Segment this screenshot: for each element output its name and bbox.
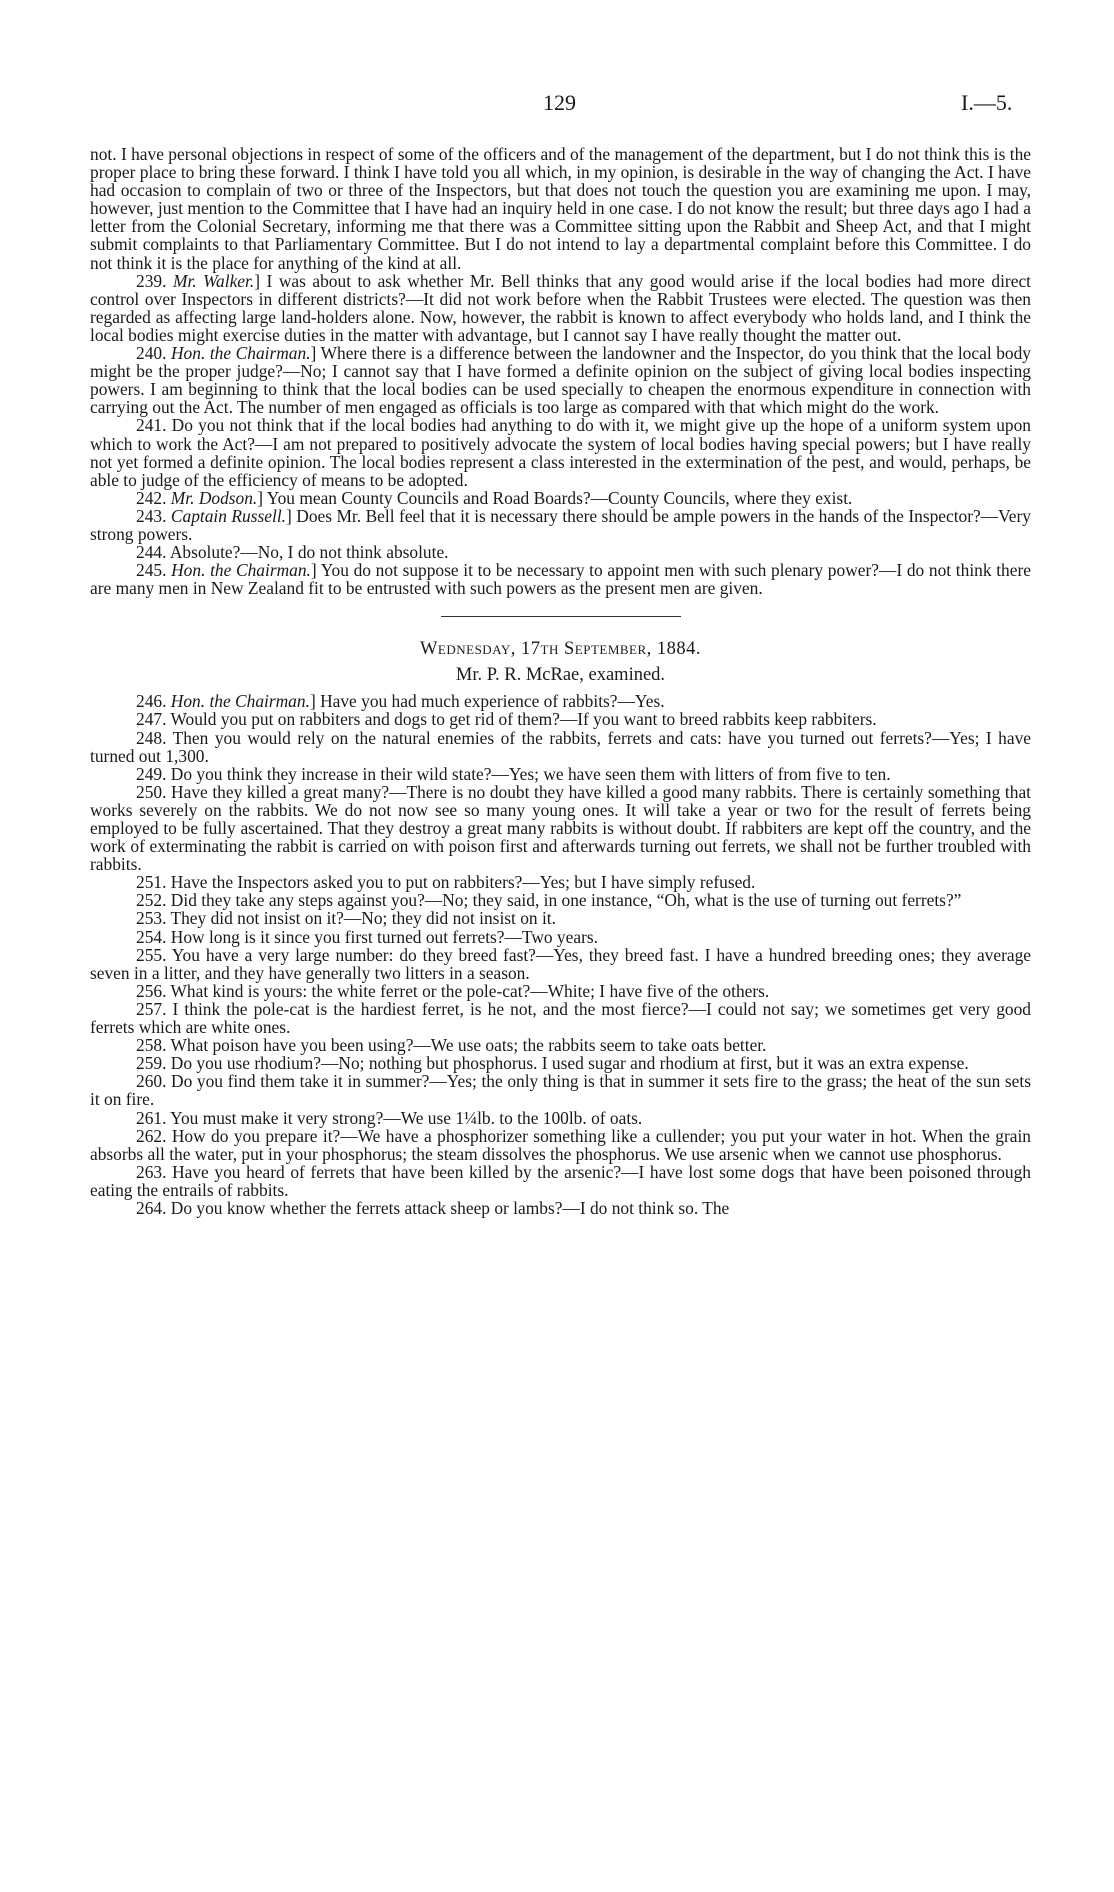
question-text: Where there is a difference between the landowner and the Inspector, do you think that the local body might be the proper judge?—No; I cannot say that I have formed a definite opinion on the subject of giving local bodies inspecting powers. I am beginning to think that the local bodies can be used specially to cheapen the enormous expenditure in connection with carrying out the Act. The number of men engaged as officials is too large as compared with that which might do the work. (90, 343, 1031, 418)
continuation-paragraph: not. I have personal objections in respect of some of the officers and of the management of the department, but I do not think this is the proper place to bring these forward. I think I have told you all which, in my opinion, is desirable in the way of changing the Act. I have had occasion to complain of two or three of the Inspectors, but that does not touch the question you are examining me upon. I may, however, just mention to the Committee that I have had an inquiry held in one case. I do not know the result; but three days ago I had a letter from the Colonial Secretary, informing me that there was a Committee sitting upon the Rabbit and Sheep Act, and that I might submit complaints to that Parliamentary Committee. But I do not intend to lay a departmental complaint before this Committee. I do not think it is the place for anything of the kind at all. (90, 144, 1031, 273)
question-paragraph (90, 873, 1031, 891)
question-text: Do you find them take it in summer?—Yes; the only thing is that in summer it sets fire to the grass; the heat of the sun sets it on fire. (90, 1071, 1031, 1110)
question-number: 257. (136, 998, 167, 1019)
question-paragraph: 242. Mr. Dodson.] You mean County Councils and Road Boards?—County Councils, where they exist. (136, 487, 853, 508)
question-number: 263. (136, 1161, 167, 1182)
question-text: Does Mr. Bell feel that it is necessary there should be ample powers in the hands of the Inspector?—Very strong powers. (90, 505, 1031, 544)
question-text: You do not suppose it to be necessary to appoint men with such plenary power?—I do not think there are many men in New Zealand fit to be entrusted with such powers as the present men are given. (90, 560, 1031, 599)
question-paragraph (90, 1036, 1031, 1054)
page-body (90, 145, 1031, 1217)
question-number: 248. (136, 727, 167, 748)
question-number: 240. (136, 343, 167, 364)
question-paragraph (90, 783, 1031, 873)
question-text: How do you prepare it?—We have a phosphorizer something like a cullender; you put your water in hot. When the grain absorbs all the water, put in your phosphorus; the steam dissolves the phosphorus. We use arsenic when we cannot use phosphorus. (90, 1125, 1031, 1164)
question-paragraph (90, 416, 1031, 488)
question-paragraph (90, 909, 1031, 927)
question-text: Do you use rhodium?—No; nothing but phosphorus. I used sugar and rhodium at first, but it was an extra expense. (170, 1053, 969, 1074)
question-number: 245. (136, 560, 167, 581)
speaker-name: Hon. the Chairman. (170, 691, 310, 712)
question-text: They did not insist on it?—No; they did not insist on it. (170, 908, 556, 929)
question-paragraph: 240. Hon. the Chairman.] Where there is a difference between the landowner and the Inspector, do you think that the local body might be the proper judge?—No; I cannot say that I have formed a definite opinion on the subject of giving local bodies inspecting powers. I am beginning to think that the local bodies can be used specially to cheapen the enormous expenditure in connection with carrying out the Act. The number of men engaged as officials is too large as compared with that which might do the work. (90, 343, 1031, 418)
question-number: 250. (136, 781, 167, 802)
question-text: Have you heard of ferrets that have been killed by the arsenic?—I have lost some dogs that have been poisoned through eating the entrails of rabbits. (90, 1161, 1031, 1200)
question-text: I was about to ask whether Mr. Bell thinks that any good would arise if the local bodies had more direct control over Inspectors in different districts?—It did not work before when the Rabbit Trustees were elected. The question was then regarded as affecting large land-holders alone. Now, however, the rabbit is known to affect everybody who holds land, and I think the local bodies might exercise duties in the matter with advantage, but I cannot say I have really thought the matter out. (90, 270, 1031, 345)
question-paragraph (90, 1163, 1031, 1199)
question-number: 244. (136, 542, 167, 563)
question-text: Do you not think that if the local bodies had anything to do with it, we might give up the hope of a uniform system upon which to work the Act?—I am not prepared to positively advocate the system of local bodies having special powers; but I have really not yet formed a definite opinion. The local bodies represent a class interested in the extermination of the pest, and would, perhaps, be able to judge of the efficiency of means to be adopted. (90, 415, 1031, 490)
question-paragraph: 246. Hon. the Chairman.] Have you had much experience of rabbits?—Yes. (136, 691, 665, 712)
question-text: You mean County Councils and Road Boards?—County Councils, where they exist. (266, 487, 853, 508)
question-text: What poison have you been using?—We use oats; the rabbits seem to take oats better. (170, 1035, 767, 1056)
question-paragraph (90, 1199, 1031, 1217)
question-text: Absolute?—No, I do not think absolute. (169, 542, 449, 563)
question-text: Have the Inspectors asked you to put on rabbiters?—Yes; but I have simply refused. (170, 872, 756, 893)
question-paragraph: 245. Hon. the Chairman.] You do not suppose it to be necessary to appoint men with such plenary power?—I do not think there are many men in New Zealand fit to be entrusted with such powers as the present men are given. (90, 560, 1031, 599)
question-text: Do you know whether the ferrets attack sheep or lambs?—I do not think so. The (170, 1197, 730, 1218)
question-paragraph (90, 1109, 1031, 1127)
question-paragraph (90, 946, 1031, 982)
question-paragraph (90, 1072, 1031, 1108)
question-paragraph (90, 543, 1031, 561)
speaker-name: Captain Russell. (170, 505, 286, 526)
question-text: How long is it since you first turned out ferrets?—Two years. (170, 926, 598, 947)
question-paragraph (90, 710, 1031, 728)
question-number: 256. (136, 980, 167, 1001)
question-text: Then you would rely on the natural enemies of the rabbits, ferrets and cats: have you turned out ferrets?—Yes; I have turned out 1,300. (90, 727, 1031, 766)
speaker-name: Mr. Walker. (172, 270, 255, 291)
document-reference: I.—5. (961, 90, 1013, 115)
question-paragraph: 239. Mr. Walker.] I was about to ask whether Mr. Bell thinks that any good would arise if the local bodies had more direct control over Inspectors in different districts?—It did not work before when the Rabbit Trustees were elected. The question was then regarded as affecting large land-holders alone. Now, however, the rabbit is known to affect everybody who holds land, and I think the local bodies might exercise duties in the matter with advantage, but I cannot say I have really thought the matter out. (90, 270, 1031, 345)
speaker-name: Mr. Dodson. (170, 487, 258, 508)
testimony-section-bell (90, 272, 1031, 598)
question-number: 258. (136, 1035, 167, 1056)
testimony-section-mcrae (90, 692, 1031, 1217)
question-number: 259. (136, 1053, 167, 1074)
question-number: 252. (136, 890, 167, 911)
question-number: 241. (136, 415, 167, 436)
question-text: Did they take any steps against you?—No; they said, in one instance, “Oh, what is the use of turning out ferrets?” (170, 890, 962, 911)
question-number: 242. (136, 487, 167, 508)
question-paragraph (90, 765, 1031, 783)
question-number: 264. (136, 1197, 167, 1218)
question-number: 239. (136, 270, 167, 291)
question-number: 251. (136, 872, 167, 893)
question-number: 249. (136, 763, 167, 784)
speaker-name: Hon. the Chairman. (171, 343, 311, 364)
question-paragraph: 243. Captain Russell.] Does Mr. Bell feel that it is necessary there should be ample powers in the hands of the Inspector?—Very strong powers. (90, 505, 1031, 544)
question-paragraph (90, 1127, 1031, 1163)
question-number: 247. (136, 709, 167, 730)
question-number: 253. (136, 908, 167, 929)
question-text: Have you had much experience of rabbits?—Yes. (320, 691, 665, 712)
question-paragraph (90, 1000, 1031, 1036)
question-text: You have a very large number: do they breed fast?—Yes, they breed fast. I have a hundred breeding ones; they average seven in a litter, and they have generally two litters in a season. (90, 944, 1031, 983)
question-text: Have they killed a great many?—There is no doubt they have killed a good many rabbits. There is certainly something that works severely on the rabbits. We do not now see so many young ones. It will take a year or two for the result of ferrets being employed to be fully ascertained. That they destroy a great many rabbits is without doubt. If rabbiters are kept off the country, and the work of exterminating the rabbit is carried on with poison first and afterwards turning out ferrets, we shall not be further troubled with rabbits. (90, 781, 1031, 875)
question-number: 260. (136, 1071, 167, 1092)
question-text: Do you think they increase in their wild state?—Yes; we have seen them with litters of from five to ten. (170, 763, 891, 784)
witness-heading: Mr. P. R. McRae, examined. (455, 665, 666, 686)
question-paragraph (90, 1054, 1031, 1072)
question-number: 246. (136, 691, 167, 712)
question-paragraph (90, 729, 1031, 765)
page-header (0, 90, 1114, 120)
question-paragraph (90, 982, 1031, 1000)
question-text: You must make it very strong?—We use 1¼lb. to the 100lb. of oats. (170, 1107, 643, 1128)
session-date: Wednesday, 17th September, 1884. (419, 639, 702, 660)
question-number: 254. (136, 926, 167, 947)
page-number: 129 (543, 90, 576, 115)
question-text: What kind is yours: the white ferret or the pole-cat?—White; I have five of the others. (170, 980, 770, 1001)
section-divider (441, 616, 681, 617)
question-number: 261. (136, 1107, 167, 1128)
question-text: Would you put on rabbiters and dogs to get rid of them?—If you want to breed rabbits keep rabbiters. (170, 709, 877, 730)
question-number: 243. (136, 505, 167, 526)
question-paragraph (90, 891, 1031, 909)
question-number: 262. (136, 1125, 167, 1146)
question-text: I think the pole-cat is the hardiest ferret, is he not, and the most fierce?—I could not say; we sometimes get very good ferrets which are white ones. (90, 998, 1031, 1038)
question-number: 255. (136, 944, 167, 965)
speaker-name: Hon. the Chairman. (171, 560, 311, 581)
question-paragraph (90, 928, 1031, 946)
